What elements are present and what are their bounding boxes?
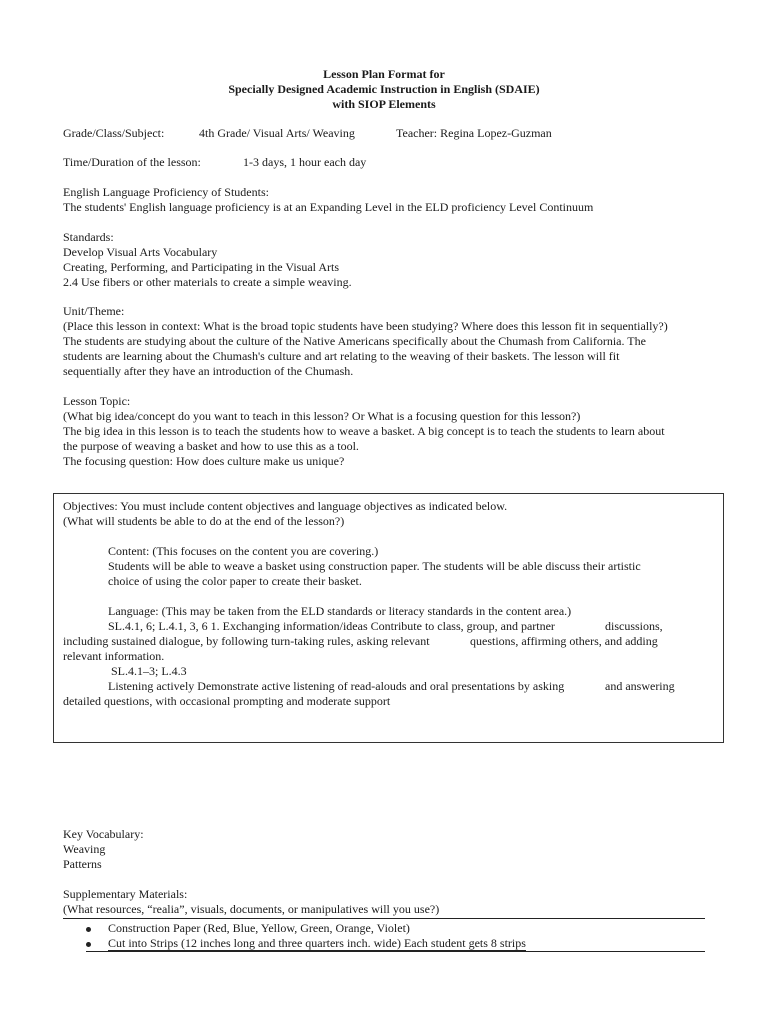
proficiency-text: The students' English language proficiency is at an Expanding Level in the ELD proficiency Level Continuum bbox=[63, 200, 594, 214]
language-line-text: Listening actively Demonstrate active listening of read-alouds and oral presentations by asking bbox=[108, 679, 565, 693]
teacher-value: Regina Lopez-Guzman bbox=[440, 126, 552, 140]
vocabulary-item: Weaving bbox=[63, 842, 106, 856]
language-line: SL.4.1–3; L.4.3 bbox=[111, 664, 187, 678]
standards-item: Creating, Performing, and Participating in the Visual Arts bbox=[63, 260, 340, 274]
content-label: Content: (This focuses on the content you are covering.) bbox=[108, 544, 379, 558]
language-line: relevant information. bbox=[63, 649, 165, 663]
vocabulary-item: Patterns bbox=[63, 857, 102, 871]
bullet-icon bbox=[86, 942, 91, 947]
standards-item: 2.4 Use fibers or other materials to create a simple weaving. bbox=[63, 275, 352, 289]
language-line-text: SL.4.1, 6; L.4.1, 3, 6 1. Exchanging information/ideas Contribute to class, group, and partner bbox=[108, 619, 555, 633]
unit-line: The students are studying about the culture of the Native Americans specifically about the Chumash from California. The bbox=[63, 334, 646, 348]
topic-line: the purpose of weaving a basket and how to use this as a tool. bbox=[63, 439, 359, 453]
grade-row bbox=[63, 126, 552, 141]
topic-line: The focusing question: How does culture make us unique? bbox=[63, 454, 345, 468]
language-line: detailed questions, with occasional prompting and moderate support bbox=[63, 694, 391, 708]
grade-value: 4th Grade/ Visual Arts/ Weaving bbox=[199, 126, 355, 140]
proficiency-label: English Language Proficiency of Students: bbox=[63, 185, 269, 199]
materials-label: Supplementary Materials: bbox=[63, 887, 188, 901]
table-rule bbox=[86, 951, 705, 952]
language-line-text: questions, affirming others, and adding bbox=[470, 634, 658, 648]
topic-line: The big idea in this lesson is to teach the students how to weave a basket. A big concept is to teach the students to learn about bbox=[63, 424, 665, 438]
objectives-subheading: (What will students be able to do at the end of the lesson?) bbox=[63, 514, 345, 528]
unit-line: students are learning about the Chumash's culture and art relating to the weaving of their baskets. The lesson will fit bbox=[63, 349, 620, 363]
document-title-line1: Lesson Plan Format for bbox=[323, 67, 445, 81]
standards-label: Standards: bbox=[63, 230, 114, 244]
bullet-icon bbox=[86, 927, 91, 932]
language-line bbox=[63, 634, 658, 649]
content-line: choice of using the color paper to create their basket. bbox=[108, 574, 362, 588]
objectives-heading: Objectives: You must include content objectives and language objectives as indicated below. bbox=[63, 499, 508, 513]
standards-item: Develop Visual Arts Vocabulary bbox=[63, 245, 218, 259]
materials-item: Construction Paper (Red, Blue, Yellow, Green, Orange, Violet) bbox=[108, 921, 410, 935]
language-line-text: including sustained dialogue, by following turn-taking rules, asking relevant bbox=[63, 634, 430, 648]
time-label: Time/Duration of the lesson: bbox=[63, 155, 201, 169]
topic-label: Lesson Topic: bbox=[63, 394, 131, 408]
language-line-text: discussions, bbox=[605, 619, 663, 633]
vocabulary-label: Key Vocabulary: bbox=[63, 827, 144, 841]
time-row bbox=[63, 155, 366, 170]
unit-label: Unit/Theme: bbox=[63, 304, 125, 318]
materials-item bbox=[108, 936, 526, 951]
content-line: Students will be able to weave a basket using construction paper. The students will be able discuss their artistic bbox=[108, 559, 641, 573]
topic-line: (What big idea/concept do you want to teach in this lesson? Or What is a focusing question for this lesson?) bbox=[63, 409, 581, 423]
materials-subheading: (What resources, “realia”, visuals, documents, or manipulatives will you use?) bbox=[63, 902, 440, 916]
language-line-text: and answering bbox=[605, 679, 675, 693]
table-rule bbox=[63, 918, 705, 919]
materials-item-text: Cut into Strips (12 inches long and three quarters inch. wide) Each student gets 8 strips bbox=[108, 936, 526, 950]
language-label: Language: (This may be taken from the ELD standards or literacy standards in the content area.) bbox=[108, 604, 572, 618]
teacher-label: Teacher: bbox=[396, 126, 438, 140]
time-value: 1-3 days, 1 hour each day bbox=[243, 155, 367, 169]
unit-line: sequentially after they have an introduction of the Chumash. bbox=[63, 364, 354, 378]
grade-label: Grade/Class/Subject: bbox=[63, 126, 165, 140]
unit-line: (Place this lesson in context: What is the broad topic students have been studying? Where does this lesson fit in sequentially?) bbox=[63, 319, 668, 333]
language-line bbox=[108, 619, 663, 634]
language-line bbox=[108, 679, 675, 694]
document-title-line3: with SIOP Elements bbox=[332, 97, 436, 111]
document-title-line2: Specially Designed Academic Instruction in English (SDAIE) bbox=[228, 82, 540, 96]
